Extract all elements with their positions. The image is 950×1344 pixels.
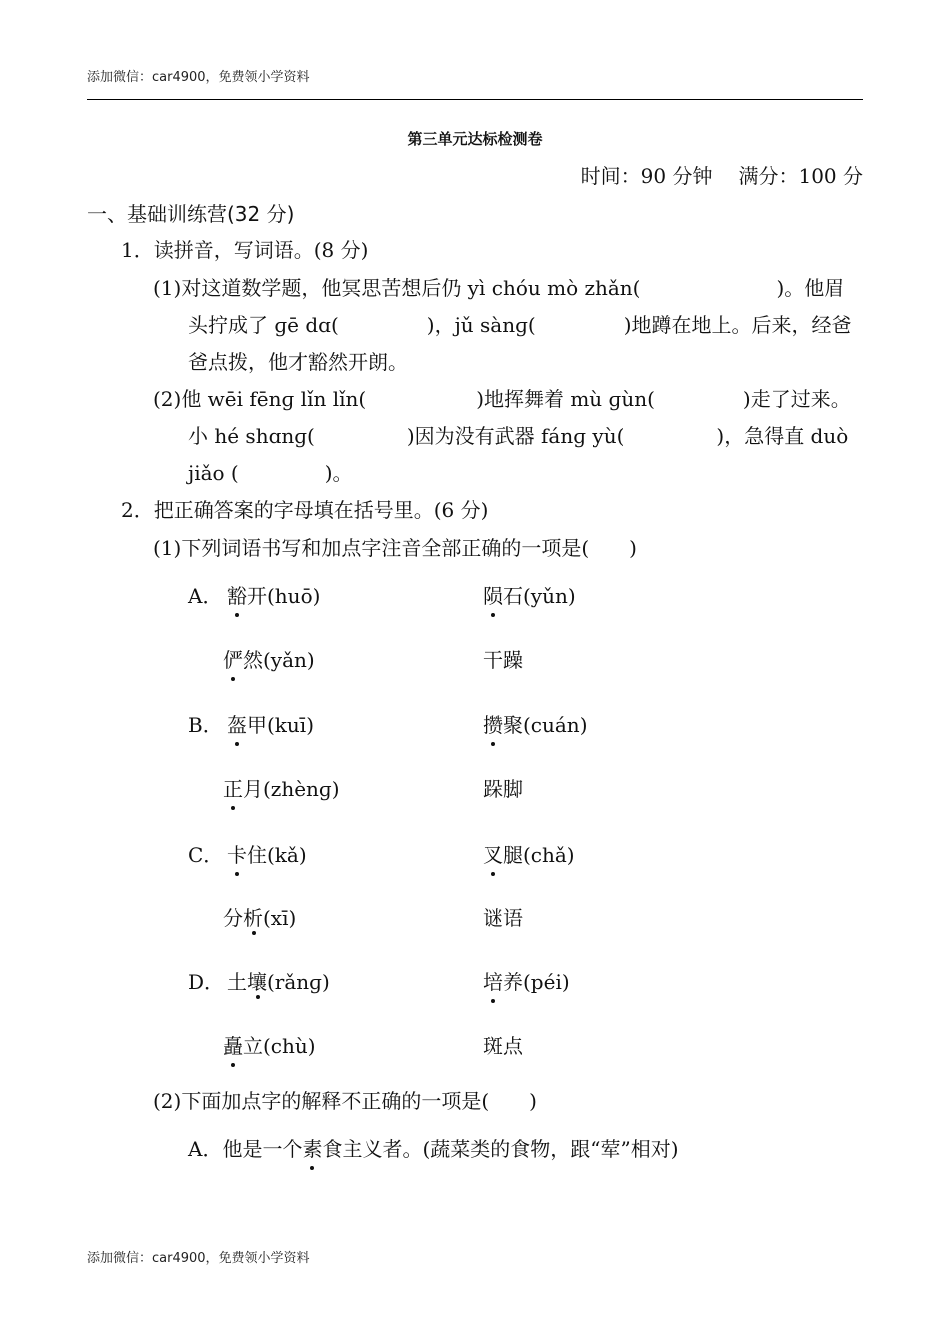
- q1-p2-line2: 小 hé shɑnɡ( )因为没有武器 fánɡ yù( )，急得直 duò: [188, 424, 849, 448]
- option-c-word1: 卡住(kǎ): [227, 843, 307, 867]
- exam-meta: [581, 160, 863, 189]
- q1-p2-line3: jiǎo ( )。: [188, 461, 353, 485]
- q2-sub1: (1)下列词语书写和加点字注音全部正确的一项是( ): [153, 536, 637, 560]
- option-c-word3: 分析(xī): [223, 902, 296, 931]
- section-heading: 一、基础训练营(32 分): [87, 202, 295, 226]
- sub2-option-a[interactable]: A．他是一个素食主义者。(蔬菜类的食物，跟“荤”相对): [188, 1137, 679, 1161]
- option-c-word4: 谜语: [483, 906, 523, 930]
- option-a-word4: 干躁: [483, 648, 523, 672]
- question-1-label: 1．读拼音，写词语。(8 分): [121, 238, 369, 262]
- option-b-word1: 盔甲(kuī): [227, 713, 315, 737]
- page-title: 第三单元达标检测卷: [407, 130, 543, 148]
- option-d-letter[interactable]: D．: [188, 970, 225, 994]
- exam-time: 时间：90 分钟: [580, 164, 713, 188]
- q1-p1-line2: 头拧成了 ɡē dɑ( )，jǔ sànɡ( )地蹲在地上。后来，经爸: [188, 313, 852, 337]
- option-a-word1: 豁开(huō): [227, 584, 321, 608]
- header-divider: [87, 99, 863, 100]
- option-c-letter[interactable]: C．: [188, 843, 224, 867]
- option-a-letter[interactable]: A．: [188, 584, 223, 608]
- page-footer: 添加微信：car4900，免费领小学资料: [87, 1251, 310, 1266]
- option-d-word2: 培养(péi): [483, 970, 570, 994]
- option-d-word4: 斑点: [483, 1034, 523, 1058]
- option-b-letter[interactable]: B．: [188, 713, 223, 737]
- exam-full-score: 满分：100 分: [738, 164, 863, 188]
- option-a-word2: 陨石(yǔn): [483, 584, 576, 608]
- option-a-word3: 俨然(yǎn): [223, 648, 315, 672]
- option-b-word3: 正月(zhènɡ): [223, 777, 340, 801]
- option-b-word2: 攒聚(cuán): [483, 713, 588, 737]
- option-d-word1: 土壤(rǎnɡ): [227, 966, 330, 995]
- q2-sub2: (2)下面加点字的解释不正确的一项是( ): [153, 1089, 537, 1113]
- option-b-word4: 跺脚: [483, 777, 523, 801]
- option-c-word2: 叉腿(chǎ): [483, 843, 575, 867]
- question-2-label: 2．把正确答案的字母填在括号里。(6 分): [121, 498, 489, 522]
- q1-p1-line3: 爸点拨，他才豁然开朗。: [188, 350, 408, 374]
- page-header: 添加微信：car4900，免费领小学资料: [87, 70, 310, 85]
- option-d-word3: 矗立(chù): [223, 1034, 316, 1058]
- q1-p2-line1: (2)他 wēi fēnɡ lǐn lǐn( )地挥舞着 mù ɡùn( )走了过来。: [153, 387, 851, 411]
- q1-p1-line1: (1)对这道数学题，他冥思苦想后仍 yì chóu mò zhǎn( )。他眉: [153, 276, 845, 300]
